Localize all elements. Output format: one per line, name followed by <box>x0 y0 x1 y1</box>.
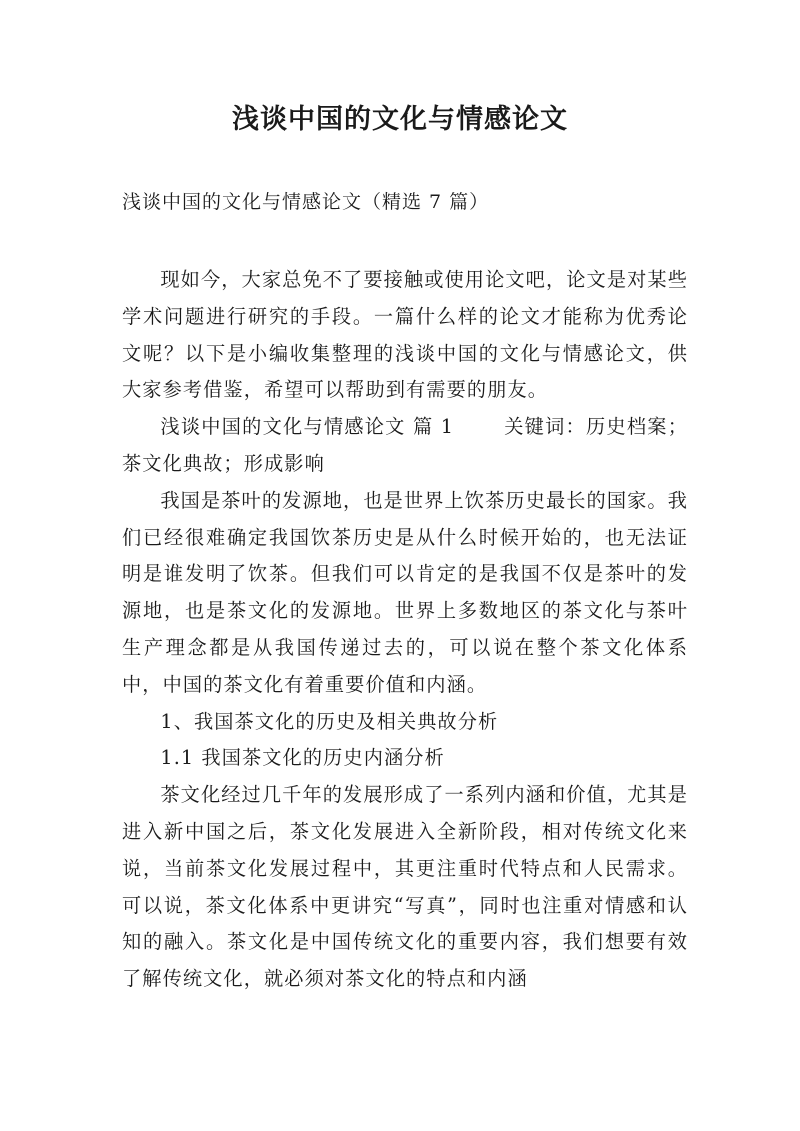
intro-paragraph: 现如今，大家总免不了要接触或使用论文吧，论文是对某些学术问题进行研究的手段。一篇什么样的论文才能称为优秀论文呢？以下是小编收集整理的浅谈中国的文化与情感论文，供大家参考借鉴，希望可以帮助到有需要的朋友。 <box>122 268 688 402</box>
section-heading-1: 1、我国茶文化的历史及相关典故分析 <box>160 709 499 733</box>
body-paragraph-1: 我国是茶叶的发源地，也是世界上饮茶历史最长的国家。我们已经很难确定我国饮茶历史是从什么时候开始的，也无法证明是谁发明了饮茶。但我们可以肯定的是我国不仅是茶叶的发源地，也是茶文化的发源地。世界上多数地区的茶文化与茶叶生产理念都是从我国传递过去的，可以说在整个茶文化体系中，中国的茶文化有着重要价值和内涵。 <box>122 488 688 696</box>
article-heading-paragraph <box>122 409 688 483</box>
keywords: 关键词：历史档案；茶文化典故；形成影响 <box>122 415 688 475</box>
document-title: 浅谈中国的文化与情感论文 <box>232 104 568 135</box>
article-heading: 浅谈中国的文化与情感论文 篇 1 <box>160 415 455 439</box>
section-heading-1-1: 1.1 我国茶文化的历史内涵分析 <box>160 746 445 770</box>
document-body <box>122 262 688 998</box>
document-subtitle: 浅谈中国的文化与情感论文（精选 7 篇） <box>122 191 490 213</box>
body-paragraph-2: 茶文化经过几千年的发展形成了一系列内涵和价值，尤其是进入新中国之后，茶文化发展进入全新阶段，相对传统文化来说，当前茶文化发展过程中，其更注重时代特点和人民需求。可以说，茶文化体系中更讲究“写真”，同时也注重对情感和认知的融入。茶文化是中国传统文化的重要内容，我们想要有效了解传统文化，就必须对茶文化的特点和内涵 <box>122 783 688 991</box>
